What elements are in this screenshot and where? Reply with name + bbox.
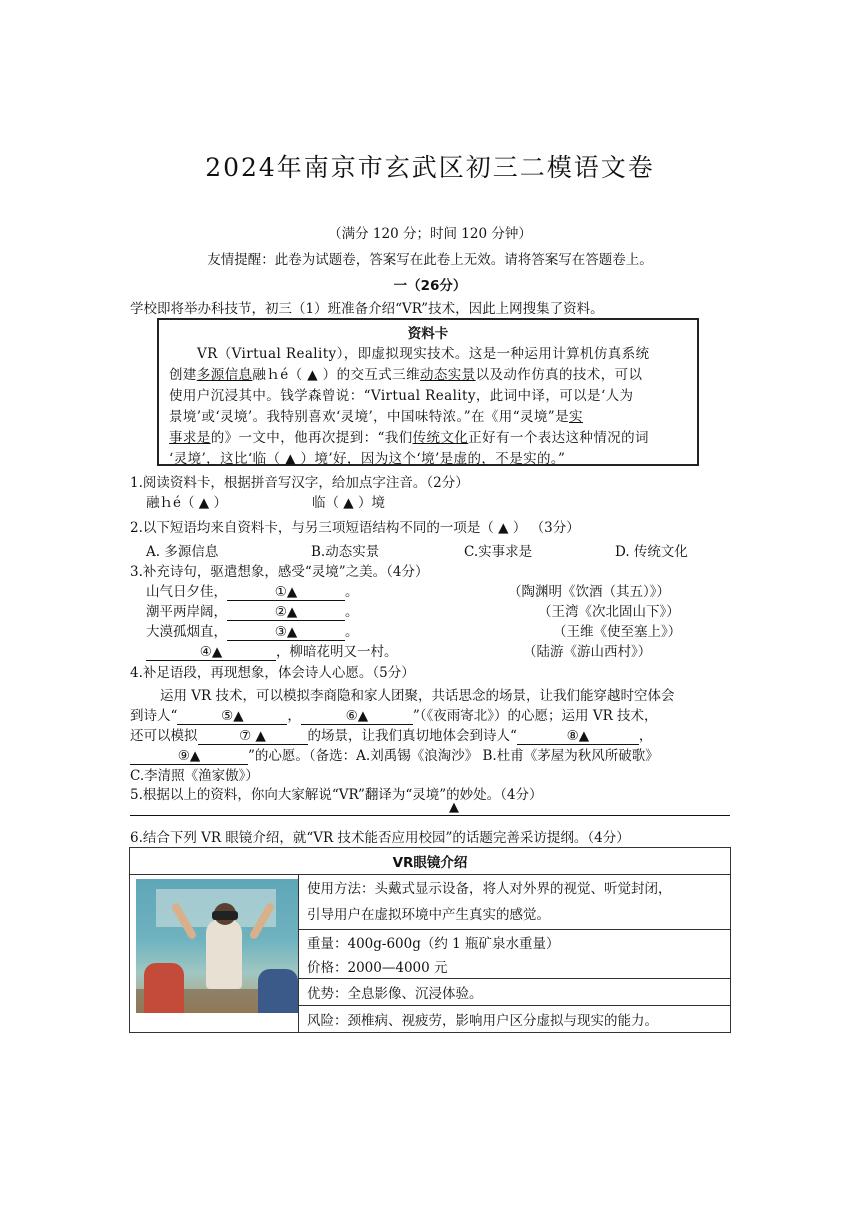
q4-para-line-3: 还可以模拟 ⑦ ▲ 的场景，让我们真切地体会到诗人“ ⑧▲ ，	[130, 728, 653, 744]
q3-line-3: 大漠孤烟直， ③▲ 。	[146, 624, 359, 640]
q4-para-line-1: 运用 VR 技术，可以模拟李商隐和家人团聚，共话思念的场景，让我们能穿越时空体会	[160, 688, 675, 704]
q2-option-a: A. 多源信息	[146, 544, 219, 560]
table-title: VR眼镜介绍	[130, 848, 731, 875]
card-line-4: 景境’或‘灵境’。我特别喜欢‘灵境’，中国味特浓。”在《用“灵境”是实	[169, 409, 583, 425]
question-6: 6.结合下列 VR 眼镜介绍，就“VR 技术能否应用校园”的话题完善采访提纲。（4分）	[130, 830, 630, 846]
card-title: 资料卡	[407, 326, 449, 342]
section-heading: 一（26分）	[393, 278, 467, 294]
q3-line-4: ④▲ ，柳暗花明又一村。	[146, 640, 398, 661]
card-line-1: VR（Virtual Reality），即虚拟现实技术。这是一种运用计算机仿真系统	[197, 346, 650, 362]
usage-cell	[299, 875, 731, 930]
weight-cell: 重量：400g-600g（约 1 瓶矿泉水重量）	[299, 930, 731, 955]
q3-source-4: （陆游《游山西村》）	[523, 644, 652, 660]
q2-option-d: D. 传统文化	[615, 544, 688, 560]
resource-card	[157, 318, 699, 466]
q1-item-b: 临（ ▲ ）境	[312, 495, 385, 511]
answer-line	[130, 815, 730, 816]
page-title: 2024年南京市玄武区初三二模语文卷	[205, 153, 655, 182]
card-line-5: 事求是的》一文中，他再次提到：“我们传统文化正好有一个表达这种情况的词	[169, 430, 649, 446]
usage-line-2: 引导用户在虚拟环境中产生真实的感觉。	[307, 907, 550, 923]
q1-item-a: 融ｈé（ ▲ ）	[146, 495, 227, 511]
photo-cell	[130, 875, 299, 1033]
q4-para-line-5: C.李清照《渔家傲》）	[130, 768, 259, 784]
vr-glasses-table	[129, 847, 731, 1033]
question-2: 2.以下短语均来自资料卡，与另三项短语结构不同的一项是（ ▲ ） （3分）	[130, 520, 580, 536]
q2-option-b: B.动态实景	[311, 544, 380, 560]
q4-para-line-4: ⑨▲ ”的心愿。（备选：A.刘禹锡《浪淘沙》 B.杜甫《茅屋为秋风所破歌》	[130, 744, 659, 765]
q3-line-2: 潮平两岸阔， ②▲ 。	[146, 604, 359, 620]
price-cell: 价格：2000—4000 元	[299, 954, 731, 979]
score-time: （满分 120 分；时间 120 分钟）	[328, 226, 532, 242]
risk-cell: 风险：颈椎病、视疲劳，影响用户区分虚拟与现实的能力。	[299, 1006, 731, 1033]
q2-option-c: C.实事求是	[464, 544, 533, 560]
q3-source-1: （陶渊明《饮酒（其五）》）	[508, 584, 670, 600]
question-1: 1.阅读资料卡，根据拼音写汉字，给加点字注音。（2分）	[130, 475, 469, 491]
q4-para-line-2: 到诗人“ ⑤▲ ， ⑥▲ ”（《夜雨寄北》）的心愿；运用 VR 技术，	[130, 708, 658, 724]
question-4: 4.补足语段，再现想象，体会诗人心愿。（5分）	[130, 665, 415, 681]
usage-line-1: 使用方法：头戴式显示设备，将人对外界的视觉、听觉封闭，	[307, 881, 672, 897]
q3-line-1: 山气日夕佳， ①▲ 。	[146, 584, 359, 600]
advantage-cell: 优势：全息影像、沉浸体验。	[299, 979, 731, 1006]
card-line-2: 创建多源信息融ｈé（ ▲ ）的交互式三维动态实景以及动作仿真的技术，可以	[169, 367, 643, 383]
reminder: 友情提醒：此卷为试题卷，答案写在此卷上无效。请将答案写在答题卷上。	[207, 252, 653, 268]
section-intro: 学校即将举办科技节，初三（1）班准备介绍“VR”技术，因此上网搜集了资料。	[130, 301, 604, 317]
q3-source-2: （王湾《次北固山下》）	[538, 604, 680, 620]
question-5: 5.根据以上的资料，你向大家解说“VR”翻译为“灵境”的妙处。（4分）	[130, 787, 543, 803]
vr-classroom-photo	[136, 879, 298, 1013]
q5-answer-mark: ▲	[449, 800, 459, 815]
card-line-3: 使用户沉浸其中。钱学森曾说：“Virtual Reality，此词中译，可以是‘人为	[169, 388, 634, 404]
card-line-6: ‘灵境’，这比‘临（ ▲ ）境’好，因为这个‘境’是虚的，不是实的。”	[169, 451, 566, 467]
q3-source-3: （王维《使至塞上》）	[553, 624, 682, 640]
question-3: 3.补充诗句，驱遣想象，感受“灵境”之美。（4分）	[130, 564, 429, 580]
